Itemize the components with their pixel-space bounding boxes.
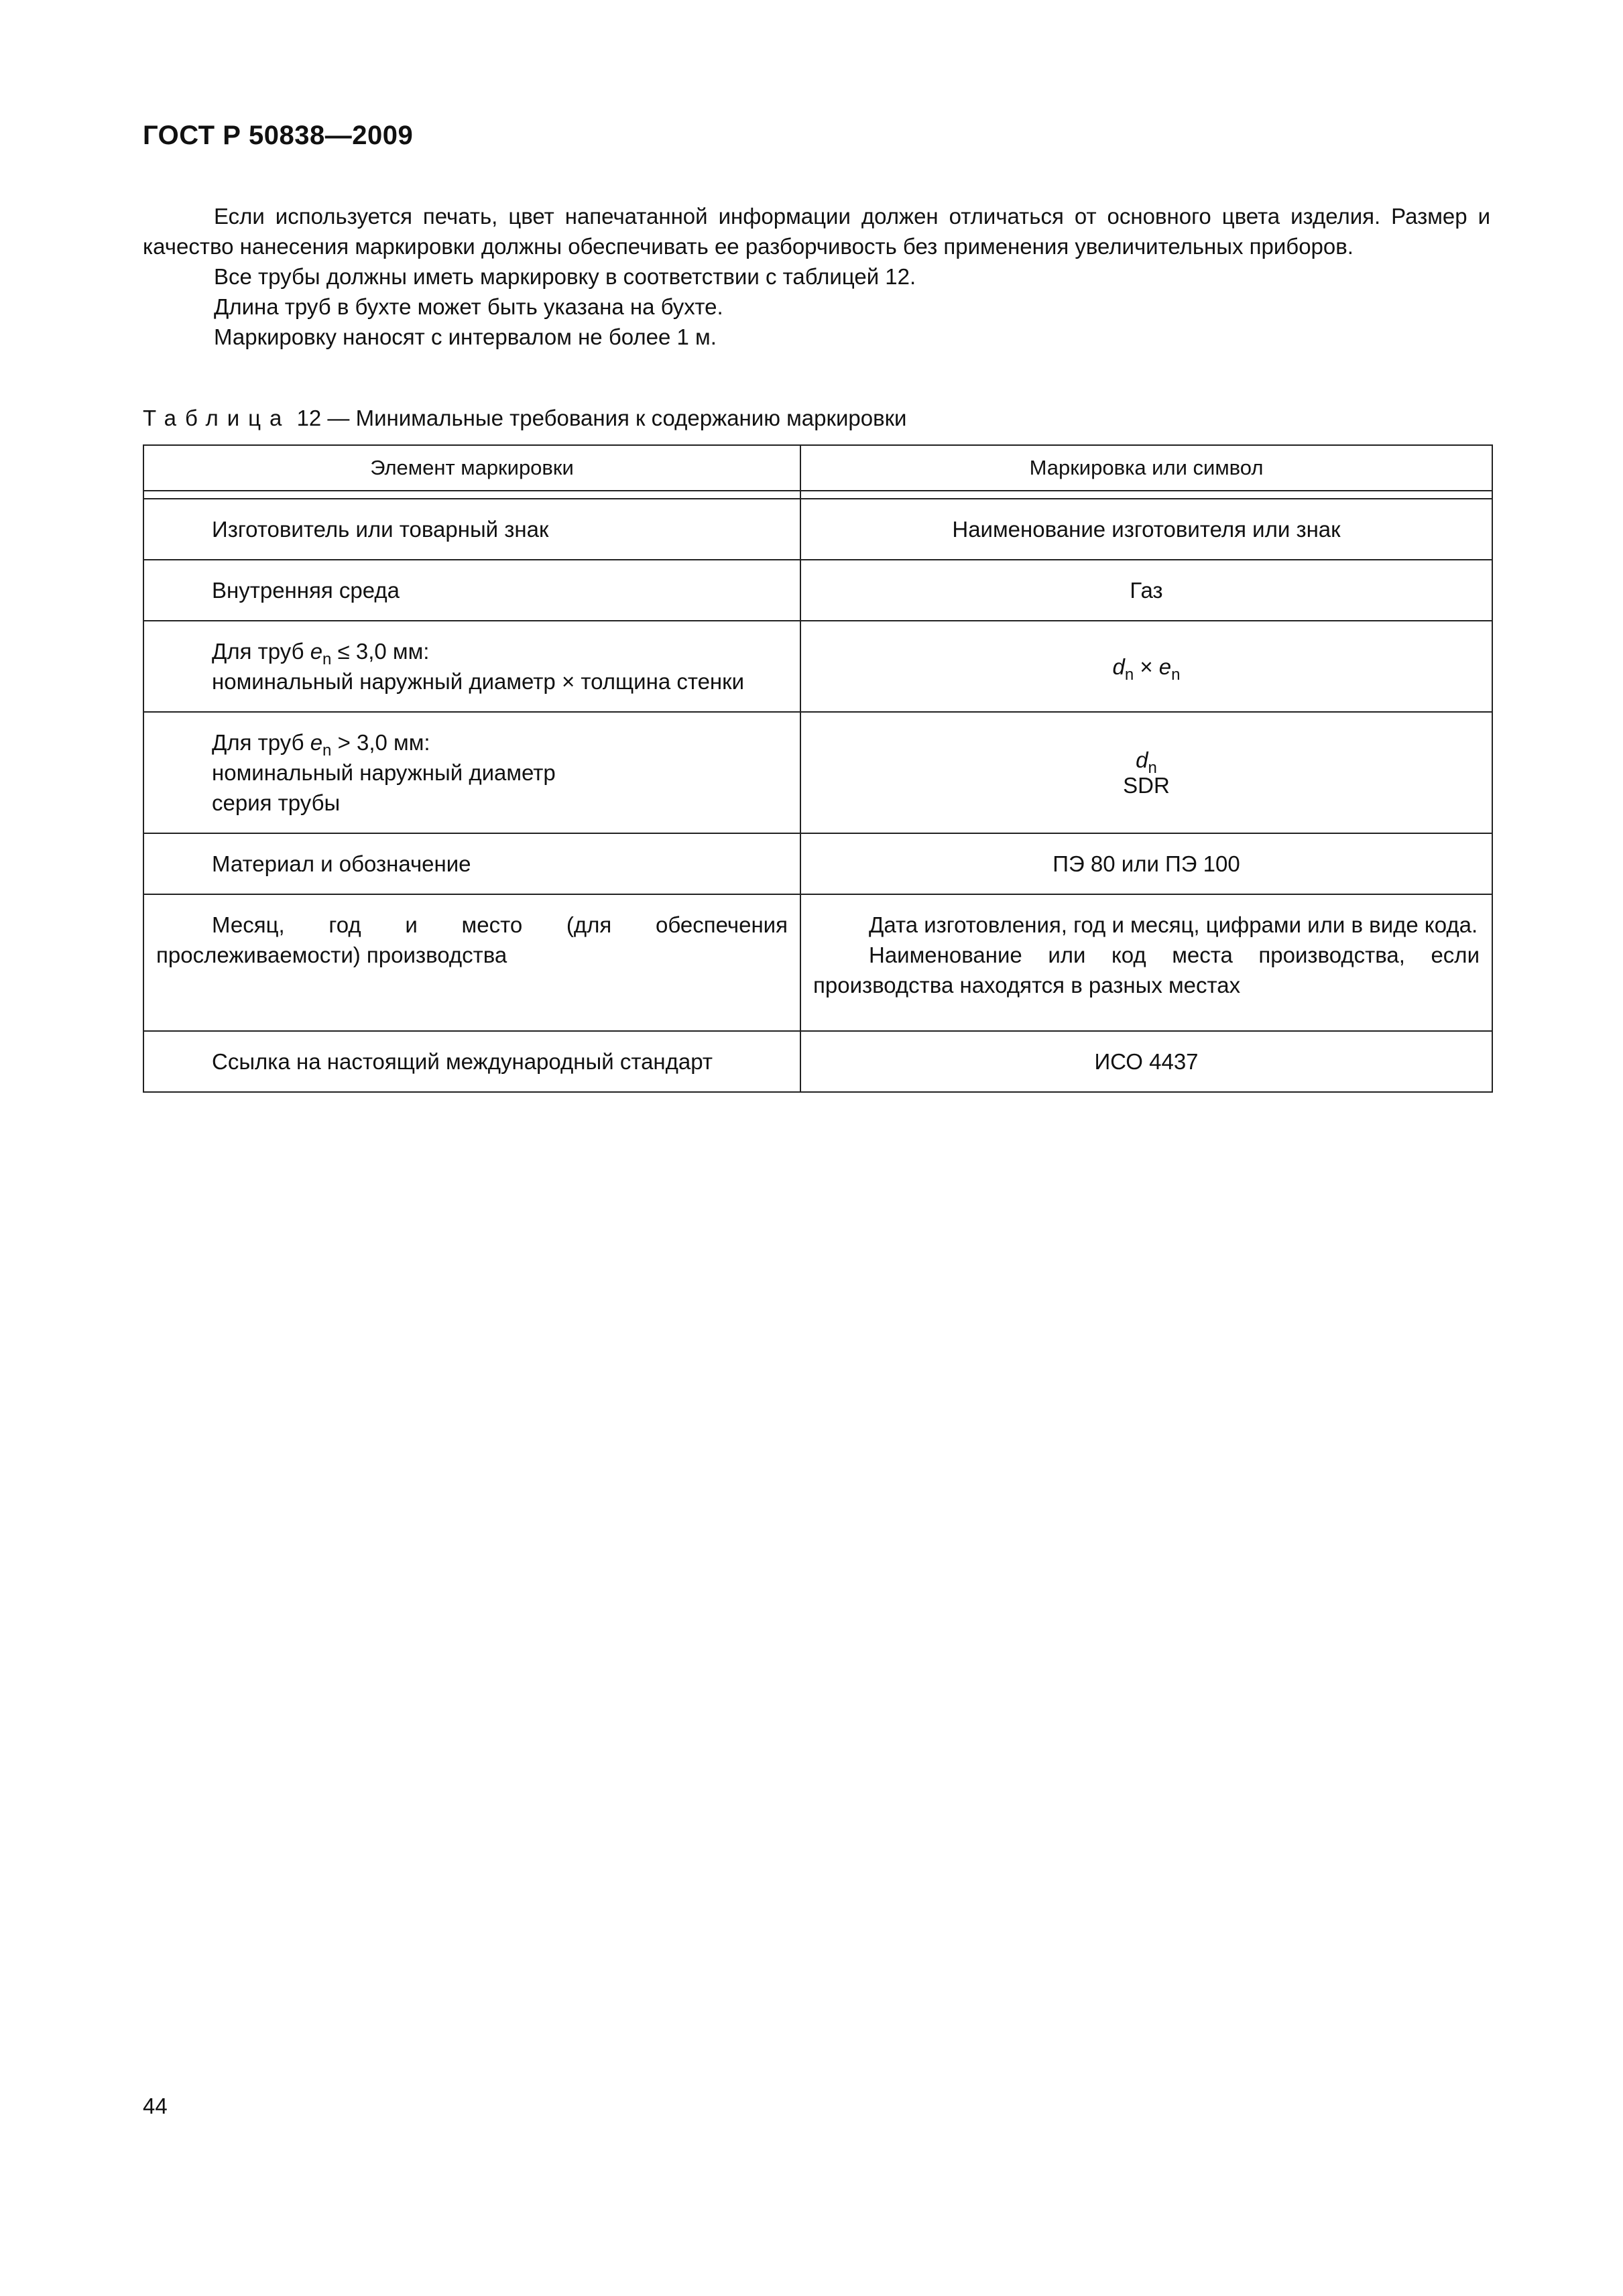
table-header-row (143, 445, 1492, 491)
marking-cell: $d_n$ SDR (800, 712, 1492, 833)
marking-cell: Наименование изготовителя или знак (800, 499, 1492, 560)
paragraph: Все трубы должны иметь маркировку в соответствии с таблицей 12. (214, 264, 916, 289)
marking-cell: ИСО 4437 (800, 1031, 1492, 1092)
table-row (143, 1031, 1492, 1092)
table-row (143, 499, 1492, 560)
marking-cell: $d_n \times e_n$ (800, 621, 1492, 712)
element-cell: Внутренняя среда (143, 560, 800, 621)
table-row (143, 560, 1492, 621)
paragraph: Длина труб в бухте может быть указана на бухте. (214, 294, 723, 319)
header-cell-marking: Маркировка или символ (800, 445, 1492, 491)
marking-table (143, 444, 1493, 1093)
paragraph: Маркировку наносят с интервалом не более 1 м. (214, 324, 717, 349)
table-row (143, 712, 1492, 833)
paragraph: Если используется печать, цвет напечатанной информации должен отличаться от основного цвета изделия. Размер и качество нанесения маркировки должны обеспечивать ее разборчивость без применения увеличительных приборов. (143, 204, 1490, 259)
page-number: 44 (143, 2094, 168, 2118)
table-spacer-row (143, 491, 1492, 499)
marking-cell: ПЭ 80 или ПЭ 100 (800, 833, 1492, 894)
element-cell: Месяц, год и место (для обеспечения прослеживаемости) производства (143, 894, 800, 1031)
document-header: ГОСТ Р 50838—2009 (143, 121, 414, 150)
element-cell: Для труб $e_n > 3,0$ мм: номинальный наружный диаметр серия трубы (143, 712, 800, 833)
marking-cell: Газ (800, 560, 1492, 621)
thin-condition: Для труб $e_n \le 3,0$ мм: (212, 639, 430, 668)
marking-cell: Дата изготовления, год и месяц, цифрами или в виде кода. Наименование или код места производства, если производства находятся в разных местах (800, 894, 1492, 1031)
table-caption-label: Таблица (143, 406, 291, 430)
body-text (143, 201, 1490, 352)
table-caption (143, 403, 907, 433)
thick-condition: Для труб $e_n > 3,0$ мм: (212, 730, 430, 760)
table-row (143, 894, 1492, 1031)
header-cell-element: Элемент маркировки (143, 445, 800, 491)
element-cell: Материал и обозначение (143, 833, 800, 894)
element-cell: Ссылка на настоящий международный стандарт (143, 1031, 800, 1092)
table-row (143, 833, 1492, 894)
table-row (143, 621, 1492, 712)
element-cell: Для труб $e_n \le 3,0$ мм: номинальный наружный диаметр × толщина стенки (143, 621, 800, 712)
element-cell: Изготовитель или товарный знак (143, 499, 800, 560)
table-caption-text: 12 — Минимальные требования к содержанию маркировки (296, 406, 907, 430)
